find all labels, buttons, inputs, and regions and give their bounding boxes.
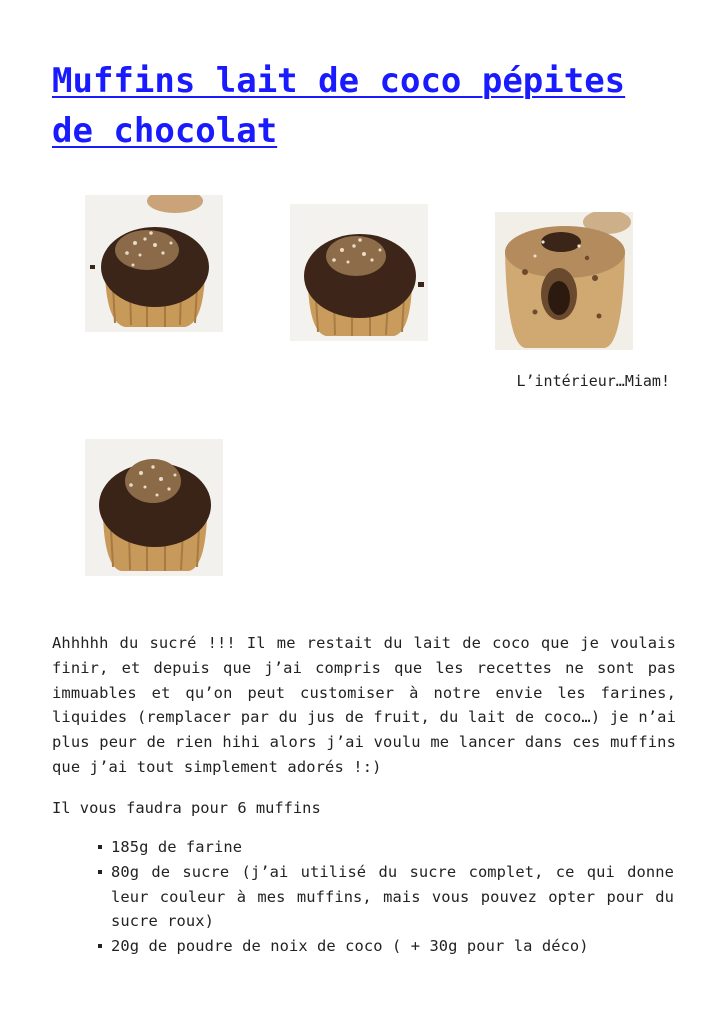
ingredient-text: 20g de poudre de noix de coco ( + 30g pour la déco) (111, 937, 589, 956)
servings-line: Il vous faudra pour 6 muffins (52, 799, 321, 817)
muffin-photo-2[interactable] (290, 204, 428, 341)
article-title[interactable] (52, 56, 682, 156)
ingredient-text: 185g de farine (111, 838, 243, 856)
muffin-image-1 (85, 195, 223, 332)
square-bullet-icon (98, 870, 102, 874)
muffin-image-2 (290, 204, 428, 341)
photo-caption: L’intérieur…Miam! (516, 372, 670, 390)
muffin-image-4 (85, 439, 223, 576)
muffin-photo-4[interactable] (85, 439, 223, 576)
article-title-link[interactable]: Muffins lait de coco pépites de chocolat (52, 61, 626, 151)
muffin-photo-1[interactable] (85, 195, 223, 332)
ingredient-item (98, 860, 674, 934)
muffin-interior-image (495, 212, 633, 350)
muffin-photo-3-interior[interactable] (495, 212, 633, 350)
ingredient-text: 80g de sucre (j’ai utilisé du sucre complet, ce qui donne leur couleur à mes muffins, mais vous pouvez opter pour du sucre roux) (111, 862, 674, 931)
intro-paragraph: Ahhhhh du sucré !!! Il me restait du lait de coco que je voulais finir, et depuis que j’ai compris que les recettes ne sont pas immuables et qu’on peut customiser à notre envie les farines, liquides (remplacer par du jus de fruit, du lait de coco…) je n’ai plus peur de rien hihi alors j’ai voulu me lancer dans ces muffins que j’ai tout simplement adorés !:) (52, 634, 676, 776)
ingredient-item (98, 835, 674, 860)
ingredients-list (98, 835, 674, 959)
ingredient-item (98, 934, 674, 959)
square-bullet-icon (98, 845, 102, 849)
square-bullet-icon (98, 944, 102, 948)
